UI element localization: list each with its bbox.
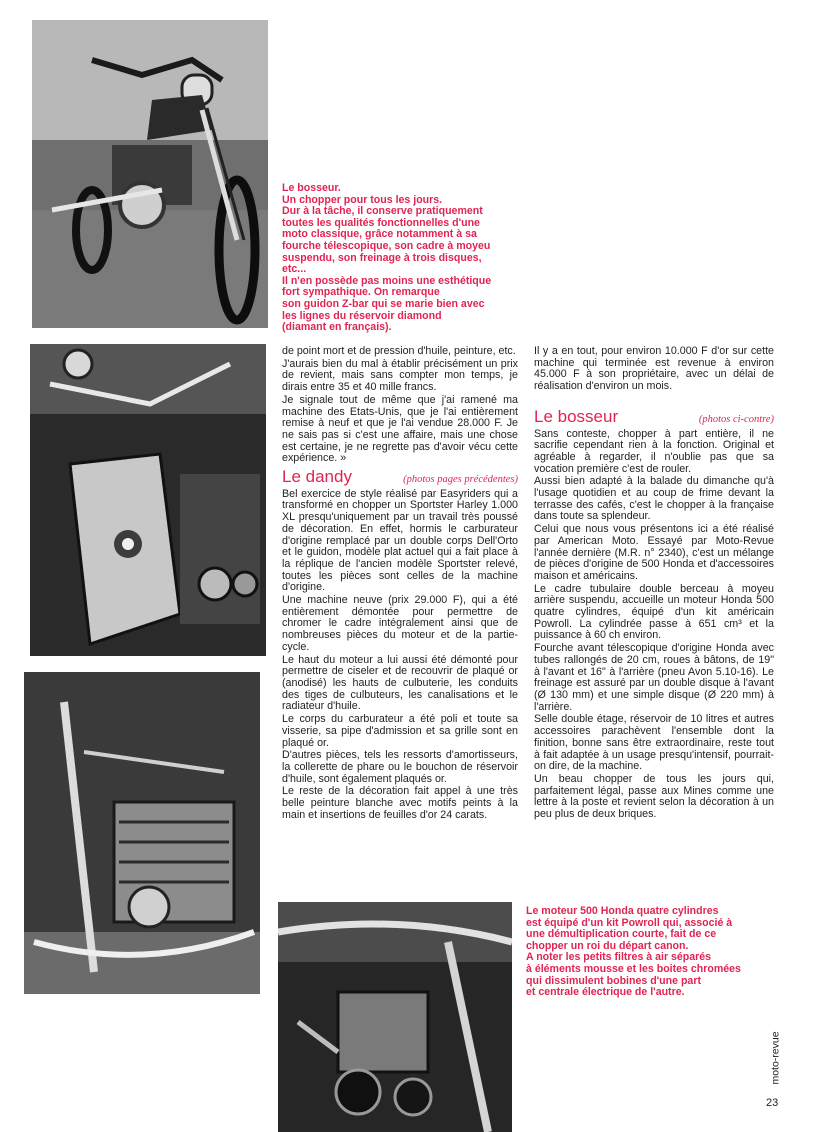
caption-line: Un chopper pour tous les jours. [282,193,443,206]
body-paragraph: Celui que nous vous présentons ici a été réalisé par American Moto. Essayé par Moto-Revue l'année dernière (M.R. n° 2340), c'est un mélange de pièces d'origine de 500 Honda et d'accessoires maison et américains. [534,523,774,582]
body-paragraph: Le corps du carburateur a été poli et toute sa visserie, sa pipe d'admission et sa grille sont en plaqué or. [282,713,518,749]
section-title: Le bosseur [534,406,619,426]
caption-line: etc... [282,263,307,276]
body-paragraph: de point mort et de pression d'huile, peinture, etc. [282,345,516,357]
body-paragraph: Une machine neuve (prix 29.000 F), qui a été entièrement démontée pour permettre de chromer le cadre intégralement ainsi que de nombreuses pièces du moteur et de la partie-cycle. [282,594,518,653]
section-title: Le dandy [282,467,352,487]
caption-line: qui dissimulent bobines d'une part [526,974,701,987]
caption-line: les lignes du réservoir diamond [282,309,442,322]
body-paragraph: Le reste de la décoration fait appel à une très belle peinture blanche avec motifs peints à la main et insertions de feuilles d'or 24 carats. [282,785,518,821]
page-number: 23 [766,1097,779,1109]
caption-line: Dur à la tâche, il conserve pratiquement [282,205,483,218]
article-column-middle [282,346,518,822]
body-paragraph: Sans conteste, chopper à part entière, il ne sacrifie cependant rien à la fonction. Original et agréable à regarder, il n'oublie pas que sa vocation première c'est de rouler. [534,427,774,475]
caption-line: Le bosseur. [282,182,341,194]
section-photo-note: (photos pages précédentes) [403,474,518,486]
caption-le-bosseur [282,183,527,334]
body-paragraph: Selle double étage, réservoir de 10 litres et autres accessoires parachèvent l'ensemble dont la finition, bonne sans être extraordinaire, reste tout à fait adaptée à un usage presqu'intensif, pourrait-on dire, de la machine. [534,713,774,773]
body-paragraph: Fourche avant télescopique d'origine Honda avec tubes rallongés de 20 cm, roues à bâtons, de 19" à l'avant et 16" à l'arrière (pneu Avon 5.10-16). Le freinage est assuré par un double disque à l'avant (Ø 130 mm) et une simple disque (Ø 220 mm) à l'arrière. [534,642,774,713]
caption-line: Il n'en possède pas moins une esthétique [282,274,492,287]
body-paragraph: Je signale tout de même que j'ai ramené ma machine des Etats-Unis, que je l'ai entièrement remise à neuf et que je l'ai vendue 28.000 F. Je ne sais pas si c'est une affaire, mais une chose est certaine, je ne regrette pas d'avoir vécu cette expérience. » [282,393,518,465]
body-paragraph: Bel exercice de style réalisé par Easyriders qui a transformé en chopper un Sportster Harley 1.000 XL presqu'uniquement par un travail très poussé de décoration. En effet, hormis le carburateur d'origine remplacé par un double corps Dell'Orto et le guidon, modèle plat actuel qui a fait place à la réplique de l'ancien modèle Sportster relevé, toutes les pièces sont celles de la machine d'origine. [282,487,518,594]
body-paragraph: Il y a en tout, pour environ 10.000 F d'or sur cette machine qui terminée est revenue à environ 45.000 F à son propriétaire, avec un délai de réalisation d'environ un mois. [534,345,774,393]
caption-line: et centrale électrique de l'autre. [526,986,685,999]
section-heading-le-dandy [282,467,518,487]
caption-line: son guidon Z-bar qui se marie bien avec [282,297,485,310]
magazine-name: moto-revue [770,1031,783,1085]
caption-line: une démultiplication courte, fait de ce [526,928,717,941]
body-paragraph: Un beau chopper de tous les jours qui, parfaitement légal, passe aux Mines comme une lettre à la poste et revient selon la décoration à un peu plus de deux briques. [534,772,774,821]
caption-line: toutes les qualités fonctionnelles d'une [282,216,480,229]
caption-line: fort sympathique. On remarque [282,286,440,299]
article-column-right [534,346,774,822]
caption-line: est équipé d'un kit Powroll qui, associé à [526,916,733,929]
photo-tank-detail [30,344,266,656]
caption-line: (diamant en français). [282,321,392,334]
photo-engine-side [24,672,260,994]
caption-engine [526,906,771,999]
body-paragraph: Le cadre tubulaire double berceau à moyeu arrière suspendu, accueille un moteur Honda 500 quatre cylindres, équipé d'un kit américain Powroll. La cylindrée passe à 651 cm³ et la puissance à 60 ch environ. [534,582,774,642]
caption-line: suspendu, son freinage à trois disques, [282,251,482,264]
section-photo-note: (photos ci-contre) [698,413,774,425]
caption-line: fourche télescopique, son cadre à moyeu [282,239,491,252]
magazine-folio [764,1026,788,1090]
body-paragraph: Le haut du moteur a lui aussi été démonté pour permettre de ciseler et de recouvrir de plaqué or (anodisé) les hauts de culbuterie, les conduits des tiges de culbuteurs, les canalisations et le radiateur d'huile. [282,653,518,713]
body-paragraph: Aussi bien adapté à la balade du dimanche qu'à l'usage quotidien et au coup de frime devant la terrasse des cafés, c'est le chopper à la française dans toute sa splendeur. [534,475,774,523]
caption-line: Le moteur 500 Honda quatre cylindres [526,905,719,917]
caption-line: chopper un roi du départ canon. [526,939,689,952]
body-paragraph: D'autres pièces, tels les ressorts d'amortisseurs, la collerette de phare ou le bouchon de réservoir d'huile, sont également plaqués or. [282,749,518,785]
caption-line: à éléments mousse et les boites chromées [526,962,741,975]
caption-line: A noter les petits filtres à air séparés [526,951,712,964]
section-heading-le-bosseur [534,406,774,426]
caption-line: moto classique, grâce notamment à sa [282,228,477,241]
photo-chopper-front [32,20,268,328]
photo-air-filters [278,902,512,1132]
body-paragraph: J'aurais bien du mal à établir précisément un prix de revient, mais sans compter mon temps, je dirais entre 35 et 40 mille francs. [282,357,518,394]
